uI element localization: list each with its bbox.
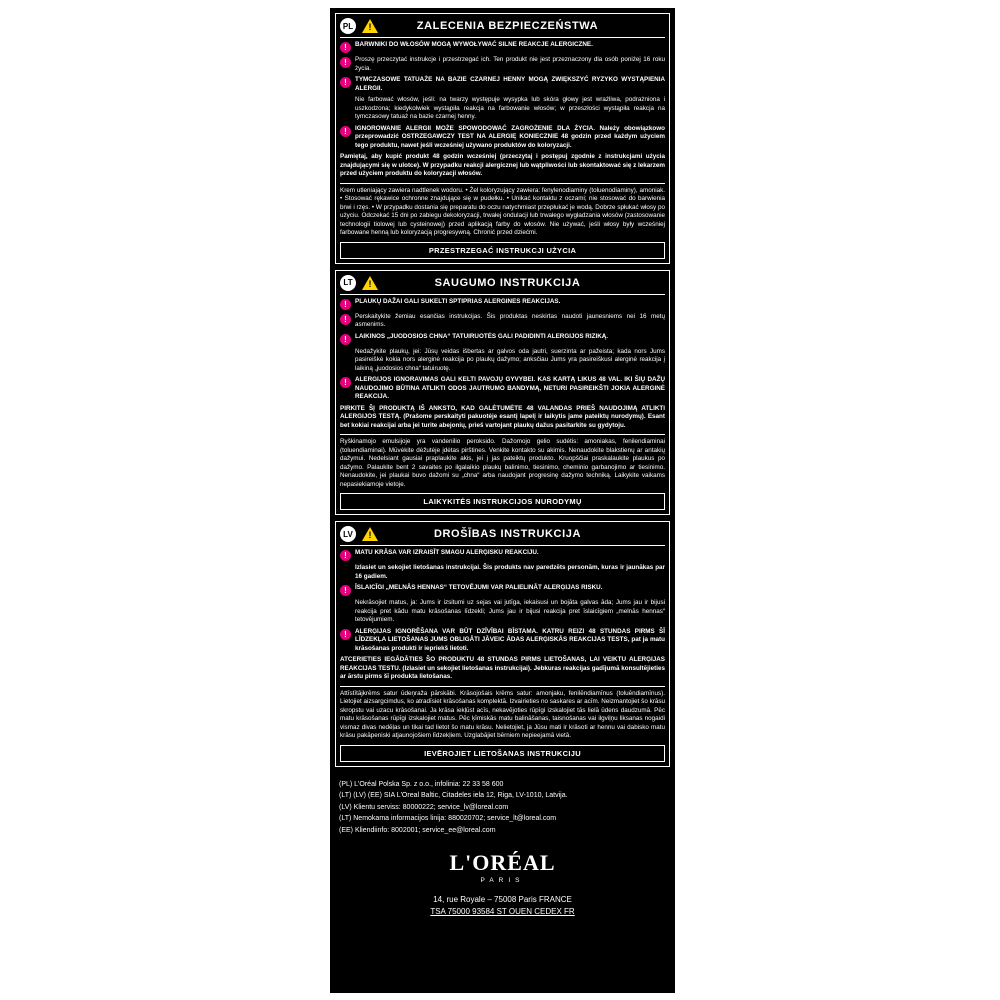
bullet-item (340, 564, 665, 581)
bullet-item (340, 56, 665, 73)
company-address (335, 894, 670, 918)
bullet-item (340, 298, 665, 310)
bullet-text: BARWNIKI DO WŁOSÓW MOGĄ WYWOŁYWAĆ SILNE REAKCJE ALERGICZNE. (355, 41, 593, 48)
warning-triangle-icon (362, 19, 378, 33)
contact-line: (LT) Nemokama informacijos linija: 880020702; service_lt@loreal.com (339, 815, 557, 823)
exclamation-icon: ! (340, 77, 351, 88)
warning-triangle-icon (362, 527, 378, 541)
bullet-text: IGNOROWANIE ALERGII MOŻE SPOWODOWAĆ ZAGROŻENIE DLA ŻYCIA. Należy obowiązkowo przeprowadzić OSTRZEGAWCZY TEST NA ALERGIĘ KONIECZNIE 48 godzin przed każdym użyciem tego produktu, nawet jeśli wcześniej używano produktów do koloryzacji. (355, 124, 665, 149)
panel-lt-title: SAUGUMO INSTRUKCIJA (434, 276, 581, 289)
exclamation-icon: ! (340, 126, 351, 137)
bullet-item (340, 333, 665, 345)
bullet-text: LAIKINOS „JUODOSIOS CHNA“ TATUIRUOTĖS GALI PADIDINTI ALERGIJOS RIZIKĄ. (355, 332, 609, 340)
bullet-item (340, 96, 665, 122)
bullet-text: Nedažykite plaukų, jei: Jūsų veidas išbertas ar galvos oda jautri, suerzinta ar pažeista; kada nors Jums pasireiškė kokia nors alerginė reakcija po plaukų dažymo; anksčiau Jums yra pasireiškusi alerginė reakcija į laikiną „juodosios chna“ tatuiruotę. (355, 347, 665, 372)
bullet-text: Perskaitykite žemiau esančias instrukcijas. Šis produktas neskirtas naudoti jaunesniems nei 16 metų asmenims. (355, 312, 665, 328)
bullet-text: Nekrāsojiet matus, ja: Jums ir izsitumi uz sejas vai jutīga, iekaisusi un bojāta galvas āda; Jums jau ir bijusi reakcija pret kādu matu krāsošanas līdzekli; Jums jau ir bijusi reakcija pret īslaicīgiem „melnās hennas“ tetovējumiem. (355, 599, 665, 623)
bullet-text: Nie farbować włosów, jeśli: na twarzy występuje wysypka lub skóra głowy jest wrażliwa, podrażniona i uszkodzona; kiedykolwiek wystąpiła reakcja na farbowanie włosów; w przeszłości wystąpiła reakcja na tymczasowy tatuaż na bazie czarnej henny. (355, 96, 665, 120)
paragraph: Krem utleniający zawiera nadtlenek wodoru. • Żel koloryzujący zawiera: fenylenodiaminy (toluenodiaminy), amoniak. • Stosować rękawice ochronne znajdujące się w pudełku. • Unikać kontaktu z oczami; nie stosować do barwienia brwi i rzęs. • W przypadku dostania się preparatu do oczu natychmiast przepłukać je wodą. Dobrze spłukać włosy po użyciu. Odczekać 15 dni po zabiegu dekoloryzacji, trwałej ondulacji lub trwałego wygładzania włosów (zastosowanie technologii tiolowej lub cysteinowej) przed aplikacją farby do włosów. Nie używać, jeśli włosy były wcześniej farbowane henną lub koloryzacją progresywną. Chronić przed dziećmi. (340, 186, 665, 236)
exclamation-icon: ! (340, 585, 351, 596)
panel-pl-footer: PRZESTRZEGAĆ INSTRUKCJI UŻYCIA (340, 242, 665, 259)
panel-lv-footer: IEVĒROJIET LIETOŠANAS INSTRUKCIJU (340, 745, 665, 762)
panel-lt-footer: LAIKYKITĖS INSTRUKCIJOS NURODYMŲ (340, 493, 665, 510)
address-line-2: TSA 75000 93584 ST OUEN CEDEX FR (430, 907, 575, 917)
address-line-1: 14, rue Royale – 75008 Paris FRANCE (433, 895, 572, 905)
bullet-text: ALERGIJOS IGNORAVIMAS GALI KELTI PAVOJŲ GYVYBEI. KAS KARTĄ LIKUS 48 VAL. IKI ŠIŲ DAŽŲ NAUDOJIMO BŪTINA ATLIKTI ODOS JAUTRUMO BANDYMĄ, NETURI PASIREIKŠTI JOKIA ALERGINĖ REAKCIJA. (355, 376, 665, 400)
exclamation-icon: ! (340, 42, 351, 53)
brand-sub: PARIS (480, 877, 525, 885)
contact-line: (PL) L'Oréal Polska Sp. z o.o., infolinia: 22 33 58 600 (339, 780, 504, 788)
bullet-item (340, 599, 665, 625)
bullet-text: ĪSLAICĪGI „MELNĀS HENNAS“ TETOVĒJUMI VAR PALIELINĀT ALERĢIJAS RISKU. (355, 584, 603, 591)
product-safety-label (330, 8, 675, 993)
bullet-item (340, 584, 665, 596)
contact-line: (LV) Klientu serviss: 80000222; service_lv@loreal.com (339, 803, 509, 811)
paragraph: Pamiętaj, aby kupić produkt 48 godzin wcześniej (przeczytaj i postępuj zgodnie z instrukcjami użycia znajdującymi się w ulotce). W przypadku reakcji alergicznej lub wątpliwości lub skontaktować się z lekarzem przed użyciem produktu do koloryzacji włosów. (340, 153, 665, 177)
panel-pl-header (340, 17, 665, 38)
bullet-text: Izlasiet un sekojiet lietošanas instrukcijai. Šis produkts nav paredzēts personām, kuras ir jaunākas par 16 gadiem. (355, 564, 665, 580)
bullet-text: PLAUKŲ DAŽAI GALI SUKELTI SPTIPRIAS ALERGINES REAKCIJAS. (355, 297, 561, 305)
panel-lv (335, 521, 670, 767)
contact-line: (EE) Kliendiinfo: 8002001; service_ee@loreal.com (339, 826, 496, 834)
bullet-item (340, 549, 665, 561)
exclamation-icon: ! (340, 629, 351, 640)
paragraph: PIRKITE ŠĮ PRODUKTĄ IŠ ANKSTO, KAD GALĖTUMĖTE 48 VALANDAS PRIEŠ NAUDOJIMĄ ATLIKTI ALERGIJOS TESTĄ. (Prašome perskaityti pakuotėje esantį lapelį ir laikytis jame pateiktų nurodymų). Esant bet kokiai reakcijai arba jei turite abejonių, prieš vartojant plaukų dažus pasitarkite su gydytoju. (340, 404, 665, 429)
bullet-text: TYMCZASOWE TATUAŻE NA BAZIE CZARNEJ HENNY MOGĄ ZWIĘKSZYĆ RYZYKO WYSTĄPIENIA ALERGII. (355, 76, 665, 92)
exclamation-icon: ! (340, 314, 351, 325)
brand-name: L'ORÉAL (449, 850, 556, 876)
warning-triangle-icon (362, 276, 378, 290)
language-badge-lv: LV (340, 526, 356, 542)
bullet-item (340, 41, 665, 53)
bullet-text: MATU KRĀSA VAR IZRAISĪT SMAGU ALERĢISKU REAKCIJU. (355, 549, 539, 556)
bullet-text: Proszę przeczytać instrukcje i przestrzegać ich. Ten produkt nie jest przeznaczony dla osób poniżej 16 roku życia. (355, 56, 665, 72)
bullet-item (340, 376, 665, 402)
brand-logo (335, 850, 670, 884)
divider (340, 183, 665, 184)
panel-lv-header (340, 525, 665, 546)
bullet-item (340, 348, 665, 374)
bullet-item (340, 313, 665, 330)
paragraph: ATCERIETIES IEGĀDĀTIES ŠO PRODUKTU 48 STUNDAS PIRMS LIETOŠANAS, LAI VEIKTU ALERĢIJAS REAKCIJAS TESTU. (Izlasiet un sekojiet lietošanas instrukcijai). Jebkuras reakcijas gadījumā konsultējieties ar ārstu pirms šī produkta lietošanas. (340, 656, 665, 680)
panel-lt-header (340, 274, 665, 295)
exclamation-icon: ! (340, 334, 351, 345)
paragraph: Ryškinamojo emulsijoje yra vandenilio peroksido. Dažomojo gelio sudėtis: amoniakas, fenilendiaminai (toluendiaminai). Mūvėkite dėžutėje įdėtas pirštines. Venkite kontakto su akimis. Nenaudokite blakstienų ar antakių dažymui. Nedelsiant gausiai praplaukite akis, jei į jas pateiktų produkto. Kruopščiai praskalaukite plaukus po dažymo. Palaukite bent 2 savaites po ilgalaikio plaukų balinimo, tiesinimo, cheminio garbanojimo ar tiesinimo. Nenaudokite, jei plaukai buvo dažomi su „chna“ arba naudojant progresinę dažymo techniką. Laikykite vaikams nepasiekiamoje vietoje. (340, 438, 665, 488)
language-badge-pl: PL (340, 18, 356, 34)
bullet-item (340, 628, 665, 654)
bullet-text: ALERĢIJAS IGNORĒŠANA VAR BŪT DZĪVĪBAI BĪSTAMA. KATRU REIZI 48 STUNDAS PIRMS ŠĪ LĪDZEKĻA LIETOŠANAS JUMS OBLIGĀTI JĀVEIC ĀDAS ALERĢISKĀS REAKCIJAS TESTS, pat ja matu krāsošanas produkti ir iepriekš lietoti. (355, 627, 665, 652)
panel-pl (335, 13, 670, 264)
contact-block (335, 773, 670, 837)
panel-pl-title: ZALECENIA BEZPIECZEŃSTWA (416, 20, 599, 32)
paragraph: Attīstītājkrēms satur ūdeņraža pārskābi. Krāsojošais krēms satur: amonjaku, fenilēndiamīnus (toluēndiamīnus). Lietojiet aizsargcimdus, ko atradīsiet krāsošanas komplektā. Izvairieties no saskares ar acīm. Neizmantojiet šo krāsu skropstu vai uzacu krāsošanai. Ja krāsa iekļūst acīs, nekavējoties rūpīgi izskalojiet tās lielā ūdens daudzumā. Pēc matu krāsošanas rūpīgi izskalojiet matus. Pēc ķīmiskās matu balināšanas, taisnošanas vai ilgviļņu liksanas nogaidi vismaz divas nedēļas un tikai tad lietot šo matu krāsu. Nelietojiet, ja Jūsu mati ir krāsoti ar hennu vai dabisko matu krāsu pakāpeniski atjaunojošiem līdzekļiem. Uzglabājiet bērniem nepieejamā vietā. (340, 689, 665, 739)
divider (340, 434, 665, 435)
exclamation-icon: ! (340, 550, 351, 561)
exclamation-icon: ! (340, 57, 351, 68)
bullet-item (340, 76, 665, 93)
exclamation-icon: ! (340, 377, 351, 388)
exclamation-icon: ! (340, 299, 351, 310)
language-badge-lt: LT (340, 275, 356, 291)
divider (340, 686, 665, 687)
panel-lt (335, 270, 670, 516)
contact-line: (LT) (LV) (EE) SIA L'Oreal Baltic, Citadeles iela 12, Riga, LV-1010, Latvija. (339, 792, 568, 800)
bullet-item (340, 125, 665, 151)
panel-lv-title: DROŠĪBAS INSTRUKCIJA (433, 528, 582, 540)
